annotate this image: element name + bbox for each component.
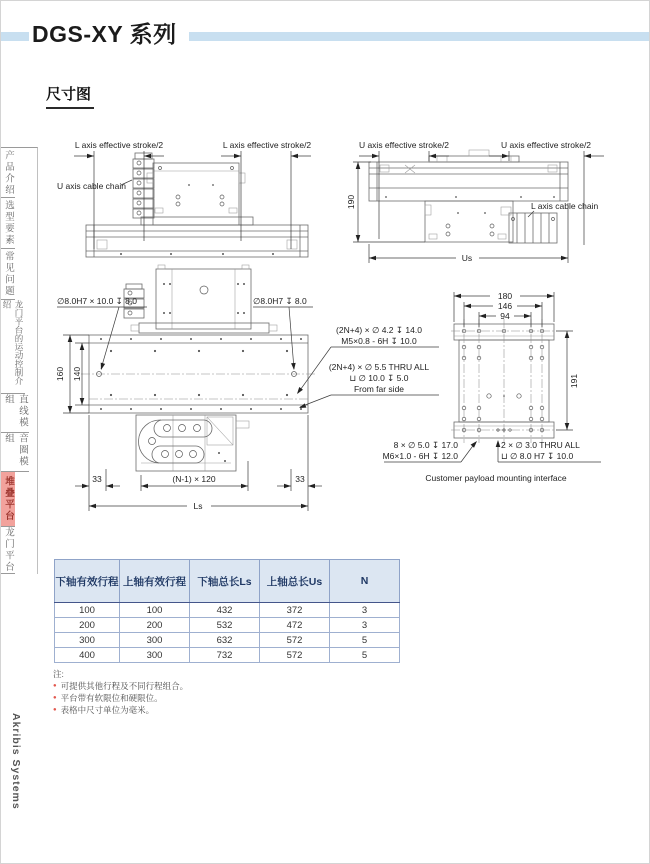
table-cell: 300 — [120, 633, 190, 648]
dim-label: L axis effective stroke/2 — [222, 140, 312, 150]
dim-label: L axis effective stroke/2 — [74, 140, 164, 150]
table-cell: 5 — [330, 633, 400, 648]
table-cell: 200 — [120, 618, 190, 633]
dim-label: Ls — [193, 501, 203, 511]
bullet-icon: ● — [53, 695, 57, 701]
dim-label: 190 — [346, 194, 356, 210]
drawing-plan-view — [55, 265, 322, 511]
callout-label: M5×0.8 - 6H ↧ 10.0 — [341, 336, 417, 346]
callout-label: U axis cable chain — [57, 181, 126, 191]
bullet-icon: ● — [53, 707, 57, 713]
sidebar-item-faq[interactable]: 常见问题 — [1, 249, 15, 300]
dim-label: 180 — [497, 291, 513, 301]
table-cell: 572 — [260, 633, 330, 648]
sidebar-item-product-intro[interactable]: 产品介绍 — [1, 148, 15, 198]
sidebar-item-selection[interactable]: 选型要素 — [1, 198, 15, 249]
header-cell: 上轴有效行程 — [120, 560, 190, 603]
dim-label: Us — [461, 253, 473, 263]
header-cell: N — [330, 560, 400, 603]
note-text: 平台带有软限位和硬限位。 — [60, 693, 163, 703]
drawing-payload-interface — [383, 291, 601, 483]
note-text: 表格中尺寸单位为毫米。 — [60, 705, 155, 715]
sidebar-item-linear-module[interactable]: 直线模组 — [1, 394, 29, 433]
page-title: DGS-XY 系列 — [29, 14, 189, 51]
callout-label: ∅8.0H7 × 10.0 ↧ 8.0 — [57, 296, 137, 306]
dim-label: (N-1) × 120 — [172, 474, 216, 484]
table-cell: 632 — [190, 633, 260, 648]
notes-title: 注: — [53, 669, 64, 679]
callout-label: ⊔ ∅ 8.0 H7 ↧ 10.0 — [501, 451, 574, 461]
notes — [53, 668, 188, 716]
table-cell: 3 — [330, 603, 400, 618]
table-cell: 100 — [55, 603, 120, 618]
table-cell: 3 — [330, 618, 400, 633]
header-cell: 上轴总长Us — [260, 560, 330, 603]
sidebar-item-voice-coil-module[interactable]: 音圈模组 — [1, 433, 29, 472]
dim-label: 140 — [72, 366, 82, 382]
table-cell: 300 — [55, 633, 120, 648]
section-title: 尺寸图 — [46, 83, 94, 109]
sidebar-item-gantry-motion-control[interactable]: 龙门平台的运动控制介绍 — [1, 300, 25, 394]
table-row — [55, 633, 400, 648]
table-cell: 400 — [55, 648, 120, 663]
brand-vertical: Akribis Systems — [10, 713, 22, 810]
note-text: 可提供其他行程及不同行程组合。 — [60, 681, 189, 691]
table-cell: 572 — [260, 648, 330, 663]
note-item — [53, 692, 188, 704]
table-row — [55, 603, 400, 618]
note-item — [53, 680, 188, 692]
callout-label: 2 × ∅ 3.0 THRU ALL — [501, 440, 580, 450]
drawing-u-axis-side-view — [346, 140, 604, 263]
drawing-caption: Customer payload mounting interface — [425, 473, 567, 483]
dim-label: 146 — [497, 301, 513, 311]
dim-label: 191 — [569, 373, 579, 389]
callout-label: ⊔ ∅ 10.0 ↧ 5.0 — [349, 373, 409, 383]
dim-label: U axis effective stroke/2 — [500, 140, 592, 150]
dim-label: 33 — [295, 474, 305, 484]
table-cell: 372 — [260, 603, 330, 618]
table-cell: 300 — [120, 648, 190, 663]
dim-label: 160 — [55, 366, 65, 382]
hole-callouts — [295, 325, 439, 410]
dim-label: 33 — [92, 474, 102, 484]
sidebar-item-gantry-stage[interactable]: 龙门平台 — [3, 527, 14, 573]
note-item — [53, 704, 188, 716]
table-cell: 472 — [260, 618, 330, 633]
callout-label: From far side — [353, 384, 405, 394]
table-cell: 532 — [190, 618, 260, 633]
table-row — [55, 618, 400, 633]
table-cell: 432 — [190, 603, 260, 618]
drawing-l-axis-side-view — [57, 140, 311, 257]
header-cell: 下轴有效行程 — [55, 560, 120, 603]
callout-label: L axis cable chain — [531, 201, 599, 211]
table-row — [55, 648, 400, 663]
table-cell: 5 — [330, 648, 400, 663]
dim-label: 94 — [500, 311, 510, 321]
dimension-drawings — [1, 1, 650, 557]
callout-label: ∅8.0H7 ↧ 8.0 — [253, 296, 307, 306]
table-header-row — [55, 560, 400, 603]
callout-label: (2N+4) × ∅ 5.5 THRU ALL — [328, 362, 430, 372]
sidebar-item-stacked-stage[interactable]: 堆叠平台 — [1, 472, 15, 527]
dim-label: U axis effective stroke/2 — [358, 140, 450, 150]
interface-holes — [462, 329, 544, 432]
bullet-icon: ● — [53, 683, 57, 689]
table-cell: 200 — [55, 618, 120, 633]
header-cell: 下轴总长Ls — [190, 560, 260, 603]
table-cell: 100 — [120, 603, 190, 618]
callout-label: M6×1.0 - 6H ↧ 12.0 — [382, 451, 458, 461]
callout-label: 8 × ∅ 5.0 ↧ 17.0 — [393, 440, 458, 450]
callout-label: (2N+4) × ∅ 4.2 ↧ 14.0 — [336, 325, 422, 335]
stroke-length-table — [54, 559, 400, 663]
table-cell: 732 — [190, 648, 260, 663]
